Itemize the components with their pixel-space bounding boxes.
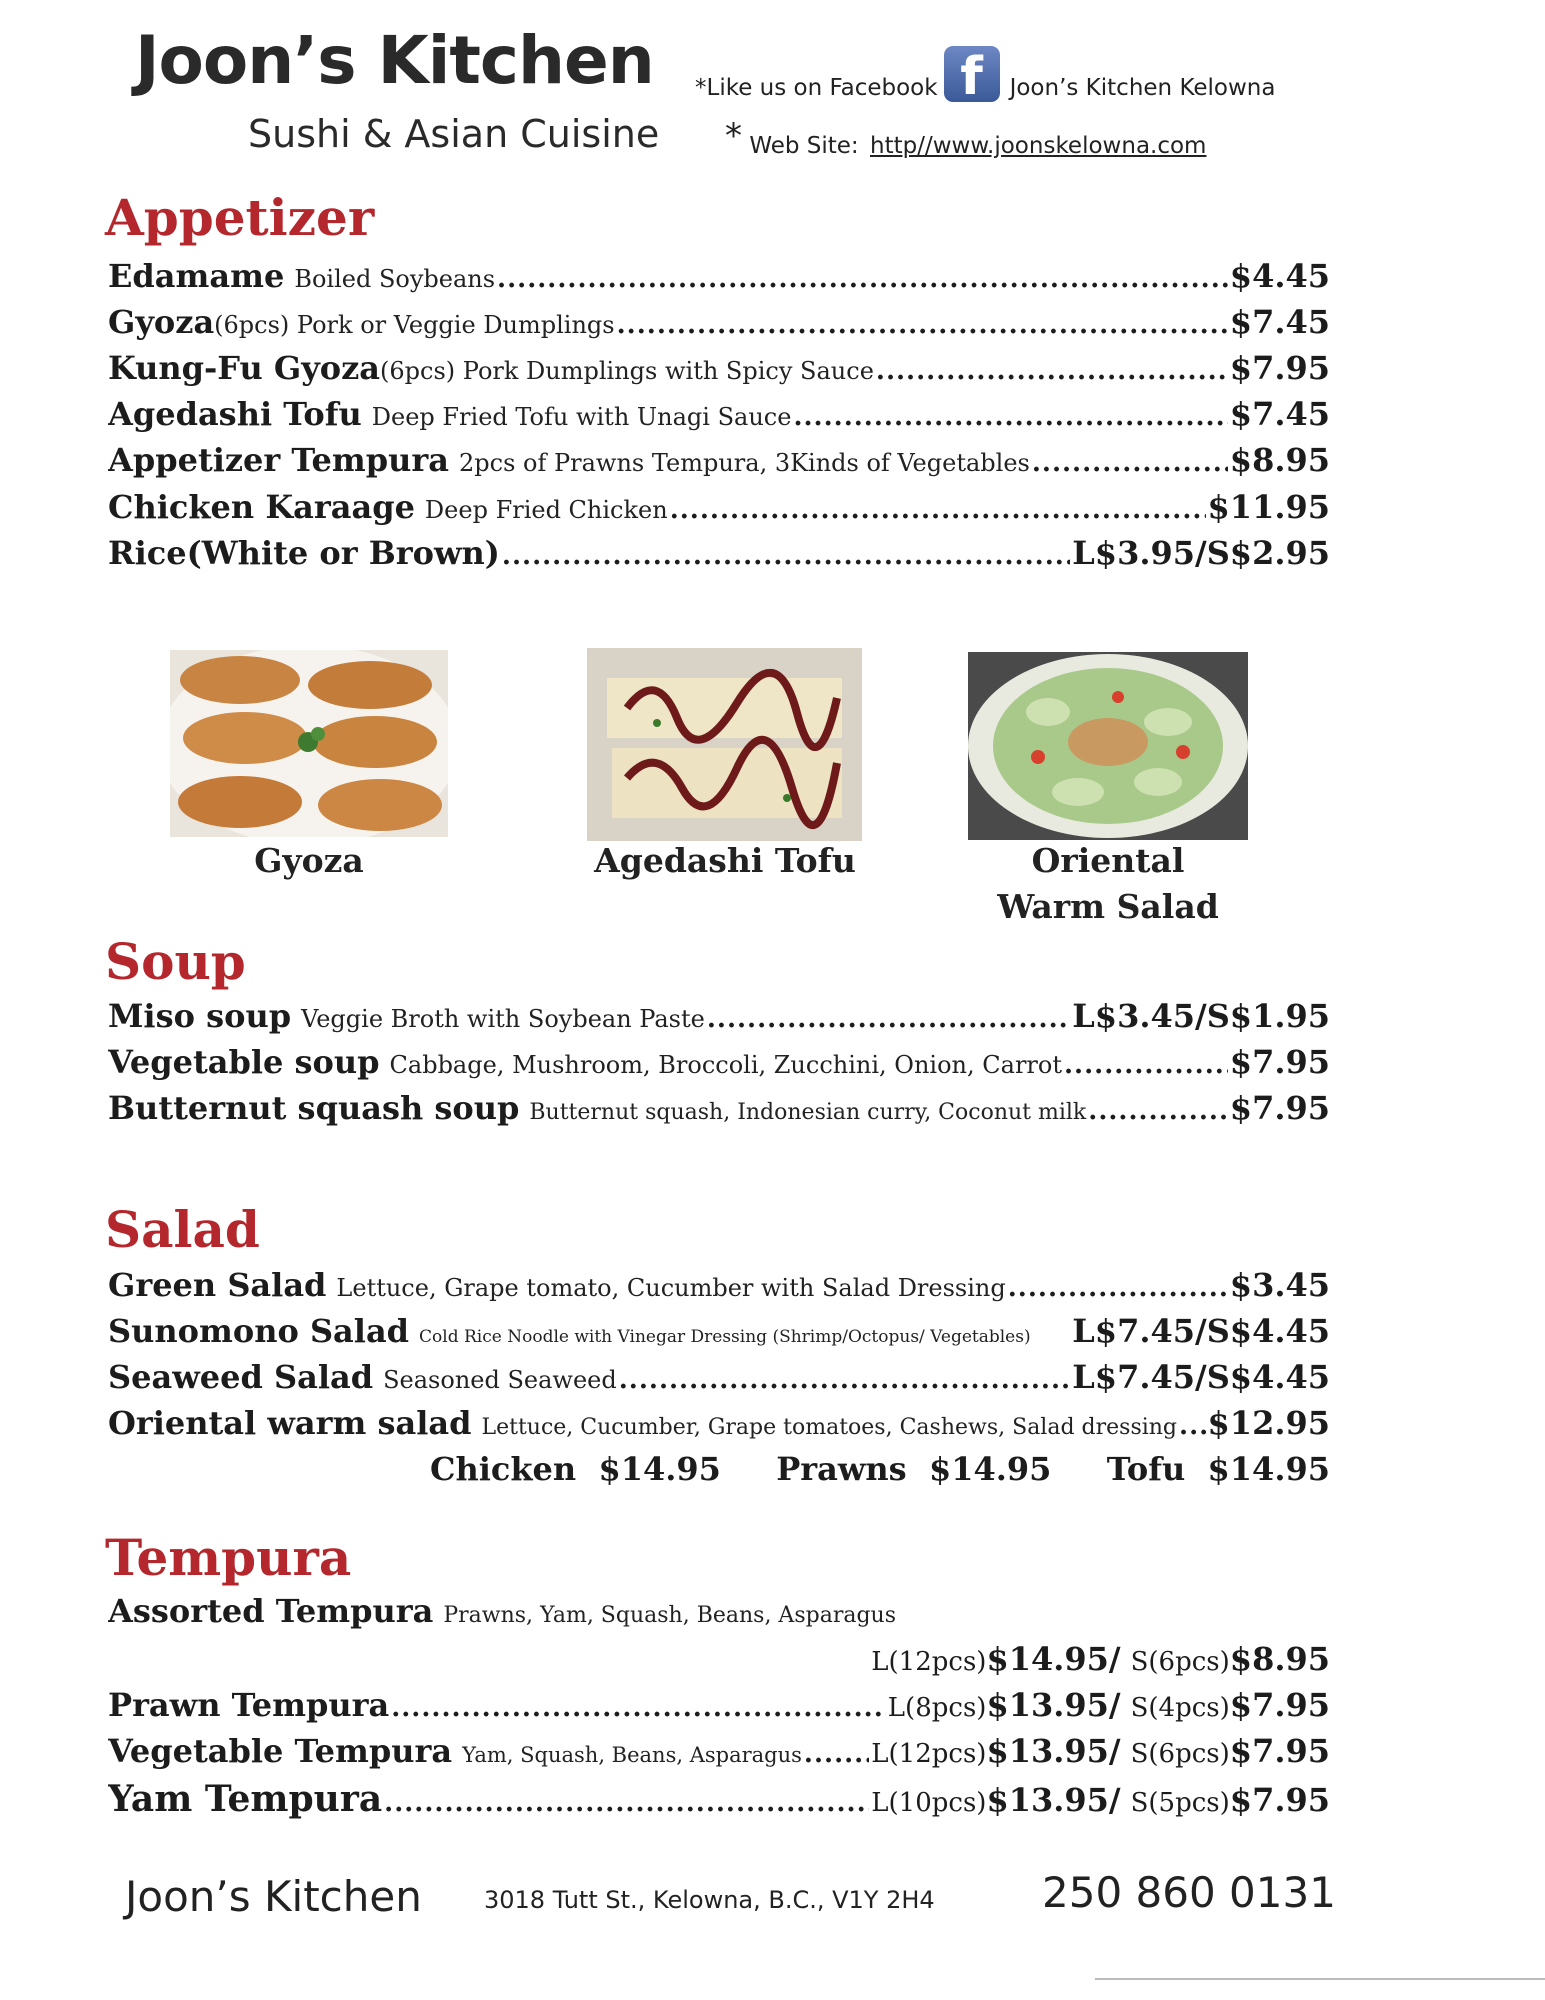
small-size-label: S(6pcs) — [1130, 1647, 1230, 1677]
oriental-warm-salad-photo — [968, 652, 1248, 840]
gyoza-image — [170, 650, 448, 837]
dot-leader — [793, 402, 1227, 432]
website-star: * — [725, 116, 742, 156]
dot-leader — [1008, 1273, 1228, 1303]
item-description: 2pcs of Prawns Tempura, 3Kinds of Vegetables — [459, 449, 1030, 477]
dot-leader — [1179, 1411, 1206, 1441]
menu-item — [108, 1358, 1330, 1404]
item-description: Deep Fried Tofu with Unagi Sauce — [371, 403, 792, 431]
small-price: $7.95 — [1229, 1732, 1330, 1770]
item-price: $7.95 — [1229, 349, 1330, 387]
menu-item — [108, 1043, 1330, 1089]
item-name: Green Salad — [108, 1266, 327, 1304]
menu-item — [108, 257, 1330, 303]
section-title-salad: Salad — [105, 1200, 260, 1259]
section-title-tempura: Tempura — [105, 1528, 352, 1587]
agedashi-tofu-image — [587, 648, 862, 841]
menu-item — [108, 1778, 1330, 1824]
website-line — [725, 116, 1207, 162]
item-price: $7.45 — [1229, 395, 1330, 433]
menu-item — [108, 349, 1330, 395]
website-link[interactable]: http//www.joonskelowna.com — [870, 133, 1207, 159]
dot-leader — [619, 1365, 1071, 1395]
menu-item — [108, 1404, 1330, 1450]
item-name: Vegetable soup — [108, 1043, 380, 1081]
item-price: L$7.45/S$4.45 — [1072, 1312, 1330, 1350]
bottom-rule — [1095, 1978, 1545, 1980]
item-description: Boiled Soybeans — [294, 265, 496, 293]
item-price: L$3.45/S$1.95 — [1072, 997, 1330, 1035]
section-title-appetizer: Appetizer — [105, 188, 375, 247]
menu-item — [108, 1266, 1330, 1312]
menu-item — [108, 303, 1330, 349]
menu-item — [108, 441, 1330, 487]
dot-leader — [502, 541, 1070, 571]
dot-leader — [497, 264, 1228, 294]
facebook-line — [695, 47, 1276, 116]
large-price: $14.95/ — [986, 1640, 1121, 1678]
item-price: L$3.95/S$2.95 — [1072, 534, 1330, 572]
item-description: Cabbage, Mushroom, Broccoli, Zucchini, Onion, Carrot — [389, 1051, 1062, 1079]
dot-leader — [876, 356, 1228, 386]
item-description: Yam, Squash, Beans, Asparagus — [462, 1743, 802, 1767]
facebook-prefix: *Like us on Facebook — [695, 75, 938, 101]
item-price: $11.95 — [1207, 488, 1330, 526]
option-prawns: Prawns $14.95 — [776, 1450, 1052, 1488]
item-name: Assorted Tempura — [108, 1592, 434, 1630]
small-size-label: S(4pcs) — [1130, 1693, 1230, 1723]
item-price: $8.95 — [1229, 441, 1330, 479]
dot-leader — [670, 495, 1206, 525]
oriental-warm-salad-image — [968, 652, 1248, 840]
item-name: Oriental warm salad — [108, 1404, 472, 1442]
caption-line: Oriental — [1031, 841, 1185, 880]
item-description: Cold Rice Noodle with Vinegar Dressing (Shrimp/Octopus/ Vegetables) — [419, 1327, 1031, 1347]
facebook-page-name: Joon’s Kitchen Kelowna — [1009, 75, 1276, 101]
menu-item — [108, 1089, 1330, 1135]
photo-caption-agedashi-tofu — [560, 838, 890, 884]
menu-item — [108, 488, 1330, 534]
agedashi-tofu-photo — [587, 648, 862, 841]
item-description: Seasoned Seaweed — [383, 1366, 617, 1394]
item-description: (6pcs) Pork Dumplings with Spicy Sauce — [380, 357, 874, 385]
item-name: Yam Tempura — [108, 1778, 383, 1820]
item-description: (6pcs) Pork or Veggie Dumplings — [214, 311, 615, 339]
item-name: Gyoza — [108, 303, 215, 341]
large-size-label: L(10pcs) — [871, 1788, 987, 1818]
item-description: Lettuce, Cucumber, Grape tomatoes, Cashews, Salad dressing — [481, 1415, 1178, 1440]
item-price: $3.45 — [1229, 1266, 1330, 1304]
item-name: Prawn Tempura — [108, 1686, 390, 1724]
item-description: Butternut squash, Indonesian curry, Coconut milk — [529, 1100, 1087, 1125]
dot-leader — [384, 1788, 869, 1818]
menu-item — [108, 1312, 1330, 1358]
item-name: Edamame — [108, 257, 285, 295]
item-name: Miso soup — [108, 997, 292, 1035]
item-name: Rice(White or Brown) — [108, 534, 500, 572]
dot-leader — [617, 310, 1228, 340]
large-price: $13.95/ — [986, 1781, 1121, 1819]
footer-address: 3018 Tutt St., Kelowna, B.C., V1Y 2H4 — [484, 1886, 935, 1914]
item-price: $7.95 — [1229, 1089, 1330, 1127]
small-price: $7.95 — [1229, 1781, 1330, 1819]
item-name: Seaweed Salad — [108, 1358, 374, 1396]
footer-phone[interactable]: 250 860 0131 — [1042, 1868, 1336, 1917]
item-price: $4.45 — [1229, 257, 1330, 295]
item-description: Lettuce, Grape tomato, Cucumber with Salad Dressing — [336, 1274, 1006, 1302]
caption-line: Warm Salad — [997, 887, 1219, 926]
website-label: Web Site: — [749, 133, 859, 159]
restaurant-name: Joon’s Kitchen — [135, 22, 654, 99]
item-price: $7.95 — [1229, 1043, 1330, 1081]
item-description: Deep Fried Chicken — [424, 496, 668, 524]
photo-caption-gyoza — [170, 838, 448, 884]
dot-leader — [1032, 448, 1228, 478]
item-description: Prawns, Yam, Squash, Beans, Asparagus — [443, 1603, 896, 1628]
gyoza-photo — [170, 650, 448, 837]
facebook-icon[interactable]: f — [944, 46, 1000, 102]
option-tofu: Tofu $14.95 — [1106, 1450, 1330, 1488]
salad-protein-options — [430, 1450, 1330, 1496]
menu-item — [108, 1592, 1330, 1638]
dot-leader — [1088, 1096, 1228, 1126]
item-price: L$7.45/S$4.45 — [1072, 1358, 1330, 1396]
item-name: Butternut squash soup — [108, 1089, 520, 1127]
option-chicken: Chicken $14.95 — [430, 1450, 721, 1488]
large-price: $13.95/ — [986, 1732, 1121, 1770]
item-name: Chicken Karaage — [108, 488, 415, 526]
item-price: $12.95 — [1207, 1404, 1330, 1442]
small-price: $7.95 — [1229, 1686, 1330, 1724]
dot-leader — [391, 1693, 886, 1723]
menu-item — [108, 1732, 1330, 1778]
item-name: Vegetable Tempura — [108, 1732, 453, 1770]
menu-item — [108, 997, 1330, 1043]
large-price: $13.95/ — [986, 1686, 1121, 1724]
dot-leader — [1064, 1050, 1228, 1080]
dot-leader — [707, 1004, 1070, 1034]
menu-item — [108, 534, 1330, 580]
caption-line: Gyoza — [254, 841, 364, 880]
large-size-label: L(12pcs) — [871, 1739, 987, 1769]
item-name: Kung-Fu Gyoza — [108, 349, 381, 387]
menu-item — [108, 1686, 1330, 1732]
small-size-label: S(6pcs) — [1130, 1739, 1230, 1769]
large-size-label: L(8pcs) — [887, 1693, 987, 1723]
dot-leader — [804, 1739, 869, 1769]
photo-caption-oriental-warm-salad — [960, 838, 1256, 930]
assorted-tempura-prices — [108, 1640, 1330, 1686]
tagline: Sushi & Asian Cuisine — [248, 112, 660, 156]
item-name: Appetizer Tempura — [108, 441, 449, 479]
footer-restaurant-name: Joon’s Kitchen — [125, 1872, 422, 1921]
item-description: Veggie Broth with Soybean Paste — [301, 1005, 705, 1033]
item-name: Sunomono Salad — [108, 1312, 410, 1350]
caption-line: Agedashi Tofu — [594, 841, 856, 880]
small-size-label: S(5pcs) — [1130, 1788, 1230, 1818]
large-size-label: L(12pcs) — [871, 1647, 987, 1677]
menu-item — [108, 395, 1330, 441]
small-price: $8.95 — [1229, 1640, 1330, 1678]
section-title-soup: Soup — [105, 932, 246, 991]
item-name: Agedashi Tofu — [108, 395, 362, 433]
item-price: $7.45 — [1229, 303, 1330, 341]
